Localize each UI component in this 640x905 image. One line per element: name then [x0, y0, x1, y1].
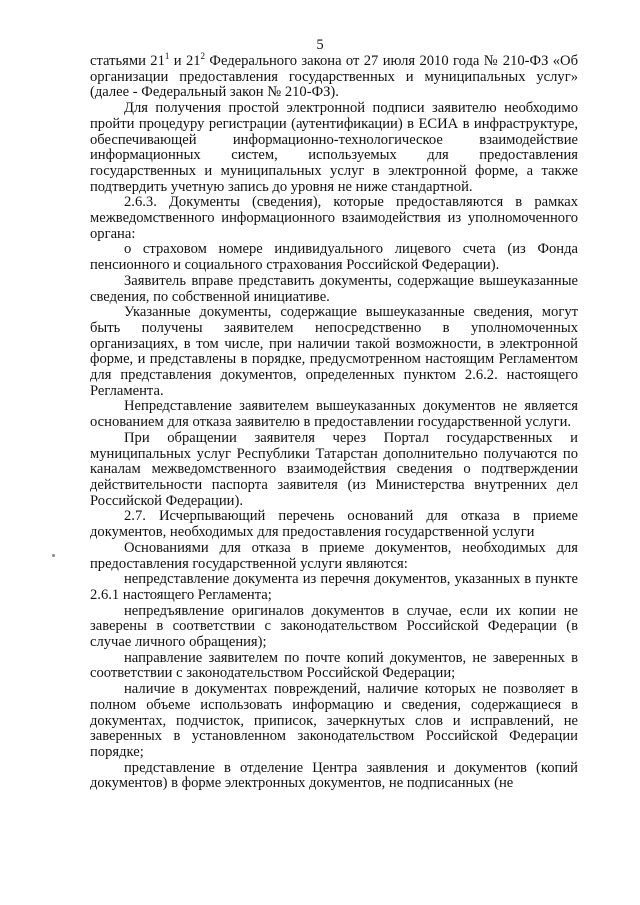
paragraph-non-submission: Непредставление заявителем вышеуказанных документов не является основанием для отказа заявителю в предоставлении государственной услуги.: [90, 398, 578, 431]
page-number: 5: [316, 37, 324, 53]
document-body: [90, 51, 579, 792]
paragraph-portal-request: При обращении заявителя через Портал государственных и муниципальных услуг Республики Татарстан дополнительно получаются по каналам межведомственного взаимодействия сведения о подтверждении действительности паспорта заявителя (из Министерства внутренних дел Российской Федерации).: [90, 429, 578, 509]
paragraph-grounds-intro: Основаниями для отказа в приеме документов, необходимых для предоставления государственной услуги являются:: [90, 539, 578, 572]
list-item-ground-5: представление в отделение Центра заявления и документов (копий документов) в форме электронных документов, не подписанных (не: [90, 759, 578, 792]
section-heading-2-7: 2.7. Исчерпывающий перечень оснований для отказа в приеме документов, необходимых для предоставления государственной услуги: [90, 508, 578, 541]
list-item-ground-4: наличие в документах повреждений, наличие которых не позволяет в полном объеме использовать информацию и сведения, содержащиеся в документах, подчисток, приписок, зачеркнутых слов и исправлений, не заверенных в установленном законодательством Российской Федерации порядке;: [90, 681, 578, 760]
list-item-ground-1: непредставление документа из перечня документов, указанных в пункте 2.6.1 настоящего Регламента;: [90, 571, 578, 603]
scan-speck: [52, 554, 55, 557]
list-item-ground-3: направление заявителем по почте копий документов, не заверенных в соответствии с законодательством Российской Федерации;: [90, 649, 578, 682]
paragraph-snils: о страховом номере индивидуального лицевого счета (из Фонда пенсионного и социального страхования Российской Федерации).: [90, 241, 578, 274]
paragraph-2-6-3: 2.6.3. Документы (сведения), которые предоставляются в рамках межведомственного информационного взаимодействия из уполномоченного органа:: [90, 194, 578, 242]
paragraph-esia-registration: Для получения простой электронной подписи заявителю необходимо пройти процедуру регистрации (аутентификации) в ЕСИА в инфраструктуре, обеспечивающей информационно-технологическое взаимодействие информационных систем, используемых для предоставления государственных и муниципальных услуг в электронной форме, а также подтвердить учетную запись до уровня не ниже стандартной.: [90, 100, 578, 195]
list-item-ground-2: непредъявление оригиналов документов в случае, если их копии не заверены в соответствии с законодательством Российской Федерации (в случае личного обращения);: [90, 602, 578, 651]
paragraph-documents-obtained: Указанные документы, содержащие вышеуказанные сведения, могут быть получены заявителем непосредственно в уполномоченных организациях, в том числе, при наличии такой возможности, в электронной форме, и представлены в порядке, предусмотренном настоящим Регламентом для представления документов, определенных пунктом 2.6.2. настоящего Регламента.: [90, 304, 578, 399]
paragraph-own-initiative: Заявитель вправе представить документы, содержащие вышеуказанные сведения, по собственной инициативе.: [90, 272, 578, 305]
paragraph-law-reference: статьями $21^1$ и $21^2$ Федерального закона от 27 июля 2010 года № 210-ФЗ «Об организации предоставления государственных и муниципальных услуг» (далее - Федеральный закон № 210-ФЗ).: [90, 51, 579, 101]
